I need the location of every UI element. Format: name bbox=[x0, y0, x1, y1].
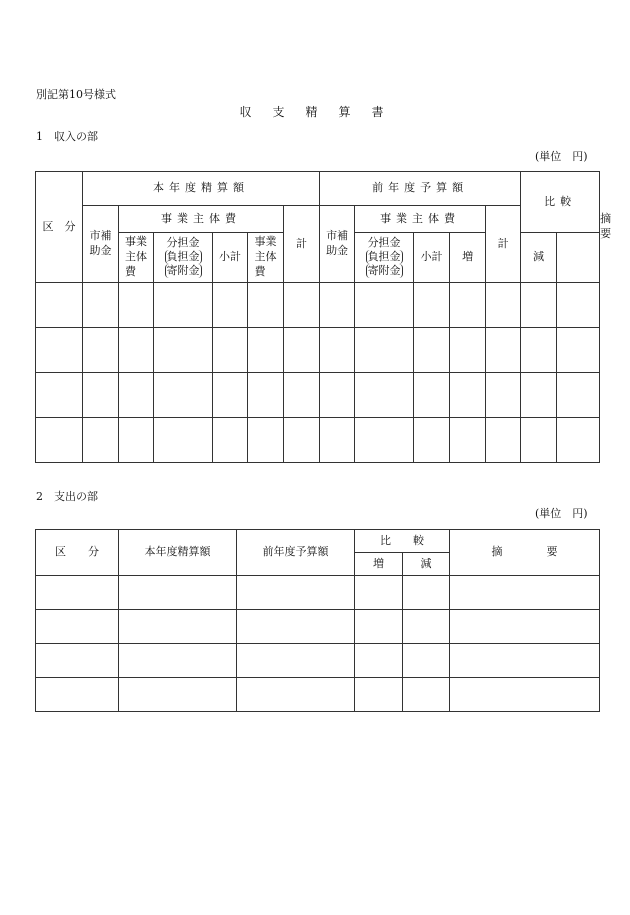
income-header-prev-total: 計 bbox=[486, 206, 521, 283]
page-title: 収支精算書 bbox=[239, 105, 405, 119]
income-section-title: 1 収入の部 bbox=[36, 130, 98, 143]
expense-table-cell[interactable] bbox=[237, 678, 355, 712]
expense-table-cell[interactable] bbox=[237, 610, 355, 644]
income-header-subtotal: 小計 bbox=[213, 233, 248, 283]
income-table-cell[interactable] bbox=[154, 328, 213, 373]
income-table-cell[interactable] bbox=[486, 283, 521, 328]
expense-table-cell[interactable] bbox=[119, 610, 237, 644]
income-table-cell[interactable] bbox=[414, 373, 450, 418]
income-table-cell[interactable] bbox=[119, 418, 154, 463]
income-table-cell[interactable] bbox=[36, 418, 83, 463]
form-label: 別記第10号様式 bbox=[36, 88, 116, 101]
income-header-contributions: 分担金 負担金 寄附金 bbox=[154, 233, 213, 283]
income-table-cell[interactable] bbox=[557, 373, 600, 418]
income-table-cell[interactable] bbox=[355, 328, 414, 373]
income-table-cell[interactable] bbox=[284, 418, 320, 463]
expense-section-title: 2 支出の部 bbox=[36, 490, 98, 503]
income-table-cell[interactable] bbox=[450, 328, 486, 373]
expense-table-cell[interactable] bbox=[237, 644, 355, 678]
expense-table-cell[interactable] bbox=[355, 610, 403, 644]
expense-header-comparison: 比 較 bbox=[355, 530, 450, 553]
income-header-prev-contributions: 分担金 負担金 寄附金 bbox=[355, 233, 414, 283]
income-unit-label: (単位 円) bbox=[535, 150, 588, 163]
expense-header-current-year: 本年度精算額 bbox=[119, 530, 237, 576]
expense-table-cell[interactable] bbox=[36, 644, 119, 678]
income-header-operator-expense: 事業主体費 bbox=[119, 206, 284, 233]
income-table-cell[interactable] bbox=[521, 418, 557, 463]
income-table-cell[interactable] bbox=[213, 418, 248, 463]
expense-table-cell[interactable] bbox=[450, 610, 600, 644]
expense-table-row bbox=[36, 644, 600, 678]
income-header-operator-own: 事業 主体 費 bbox=[119, 233, 154, 283]
income-table-cell[interactable] bbox=[119, 328, 154, 373]
income-header-category: 区 分 bbox=[36, 172, 83, 283]
income-table-cell[interactable] bbox=[521, 283, 557, 328]
income-table-cell[interactable] bbox=[355, 373, 414, 418]
income-table-cell[interactable] bbox=[83, 328, 119, 373]
income-table-row bbox=[36, 418, 600, 463]
income-header-prev-operator-expense: 事業主体費 bbox=[355, 206, 486, 233]
income-table-cell[interactable] bbox=[414, 418, 450, 463]
income-header-previous-year: 前年度予算額 bbox=[320, 172, 521, 206]
income-header-prev-operator-own: 事業 主体 費 bbox=[248, 233, 284, 283]
income-table-cell[interactable] bbox=[557, 283, 600, 328]
expense-header-category: 区 分 bbox=[36, 530, 119, 576]
income-table-row bbox=[36, 283, 600, 328]
expense-table-cell[interactable] bbox=[403, 576, 450, 610]
income-table-cell[interactable] bbox=[154, 283, 213, 328]
expense-table-cell[interactable] bbox=[119, 576, 237, 610]
expense-header-increase: 増 bbox=[355, 553, 403, 576]
income-table-cell[interactable] bbox=[450, 373, 486, 418]
income-header-increase: 増 bbox=[450, 233, 486, 283]
income-table-cell[interactable] bbox=[248, 328, 284, 373]
income-table-cell[interactable] bbox=[36, 373, 83, 418]
income-table-cell[interactable] bbox=[320, 283, 355, 328]
income-header-comparison: 比較 bbox=[521, 172, 600, 233]
expense-table-cell[interactable] bbox=[450, 644, 600, 678]
income-header-prev-subtotal: 小計 bbox=[414, 233, 450, 283]
expense-table-row bbox=[36, 576, 600, 610]
income-table-cell[interactable] bbox=[119, 373, 154, 418]
expense-unit-label: (単位 円) bbox=[535, 507, 588, 520]
income-header-city-subsidy: 市補 助金 bbox=[83, 206, 119, 283]
income-header-prev-city-subsidy: 市補 助金 bbox=[320, 206, 355, 283]
income-table-cell[interactable] bbox=[36, 283, 83, 328]
expense-header-remarks: 摘 要 bbox=[450, 530, 600, 576]
expense-table-cell[interactable] bbox=[119, 644, 237, 678]
income-table-cell[interactable] bbox=[414, 283, 450, 328]
income-table-cell[interactable] bbox=[119, 283, 154, 328]
expense-header-previous-year: 前年度予算額 bbox=[237, 530, 355, 576]
income-table-cell[interactable] bbox=[284, 283, 320, 328]
income-table-cell[interactable] bbox=[320, 373, 355, 418]
income-table-cell[interactable] bbox=[320, 418, 355, 463]
expense-table-cell[interactable] bbox=[450, 678, 600, 712]
expense-table-cell[interactable] bbox=[450, 576, 600, 610]
income-table-cell[interactable] bbox=[521, 373, 557, 418]
income-table-cell[interactable] bbox=[213, 373, 248, 418]
income-header-decrease: 減 bbox=[521, 233, 557, 283]
income-table-cell[interactable] bbox=[557, 418, 600, 463]
income-table-cell[interactable] bbox=[248, 373, 284, 418]
expense-table-cell[interactable] bbox=[403, 610, 450, 644]
income-table-cell[interactable] bbox=[414, 328, 450, 373]
income-table: 区 分 本年度精算額 前年度予算額 比較 摘要 市補 助金 事業主体費 計 市補 助金 事業主体費 計 事業 主体 費 分担金 負担金 寄附金 小計 事業 主体 費 分担金 負担金 寄附金 小計 増 減 bbox=[35, 171, 600, 463]
income-table-cell[interactable] bbox=[83, 418, 119, 463]
income-table-row bbox=[36, 373, 600, 418]
income-table-row bbox=[36, 328, 600, 373]
expense-table-cell[interactable] bbox=[36, 576, 119, 610]
income-table-cell[interactable] bbox=[83, 373, 119, 418]
income-header-total: 計 bbox=[284, 206, 320, 283]
income-table-cell[interactable] bbox=[284, 328, 320, 373]
income-table-cell[interactable] bbox=[248, 418, 284, 463]
expense-table-cell[interactable] bbox=[355, 576, 403, 610]
income-table-cell[interactable] bbox=[486, 328, 521, 373]
income-table-cell[interactable] bbox=[36, 328, 83, 373]
income-table-cell[interactable] bbox=[213, 328, 248, 373]
income-table-cell[interactable] bbox=[450, 418, 486, 463]
income-table-cell[interactable] bbox=[450, 283, 486, 328]
expense-table-cell[interactable] bbox=[355, 644, 403, 678]
expense-table-row bbox=[36, 610, 600, 644]
income-table-cell[interactable] bbox=[213, 283, 248, 328]
expense-table-row bbox=[36, 678, 600, 712]
income-header-current-year: 本年度精算額 bbox=[83, 172, 320, 206]
income-table-cell[interactable] bbox=[486, 418, 521, 463]
expense-table-cell[interactable] bbox=[403, 644, 450, 678]
income-table-cell[interactable] bbox=[355, 418, 414, 463]
expense-table-cell[interactable] bbox=[36, 610, 119, 644]
income-table-cell[interactable] bbox=[284, 373, 320, 418]
income-table-cell[interactable] bbox=[320, 328, 355, 373]
income-table-cell[interactable] bbox=[154, 373, 213, 418]
expense-table bbox=[35, 529, 600, 712]
income-table-cell[interactable] bbox=[355, 283, 414, 328]
income-table-cell[interactable] bbox=[486, 373, 521, 418]
expense-table-cell[interactable] bbox=[237, 576, 355, 610]
income-table-cell[interactable] bbox=[83, 283, 119, 328]
income-table-cell[interactable] bbox=[154, 418, 213, 463]
income-table-cell[interactable] bbox=[557, 328, 600, 373]
expense-header-decrease: 減 bbox=[403, 553, 450, 576]
income-table-cell[interactable] bbox=[248, 283, 284, 328]
expense-table-cell[interactable] bbox=[36, 678, 119, 712]
expense-table-cell[interactable] bbox=[403, 678, 450, 712]
expense-table-cell[interactable] bbox=[119, 678, 237, 712]
expense-table-cell[interactable] bbox=[355, 678, 403, 712]
income-table-cell[interactable] bbox=[521, 328, 557, 373]
